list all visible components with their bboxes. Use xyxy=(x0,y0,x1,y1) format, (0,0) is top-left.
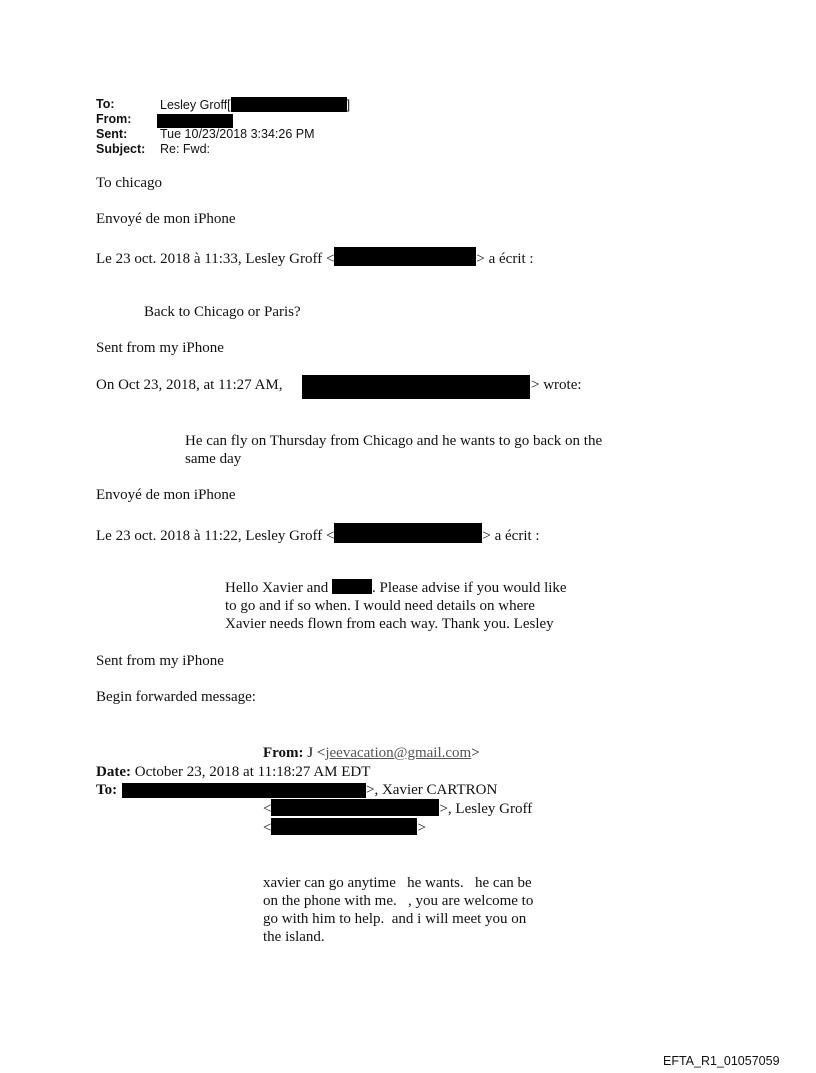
bracket: < xyxy=(263,801,272,817)
header-from-row xyxy=(96,112,131,127)
sent-value: Tue 10/23/2018 3:34:26 PM xyxy=(160,127,315,141)
from-label: From: xyxy=(263,745,304,761)
message-text: Xavier needs flown from each way. Thank you. Lesley xyxy=(225,616,554,632)
to-label: To: xyxy=(96,782,118,798)
redaction-bar xyxy=(302,375,530,399)
to-redaction xyxy=(122,782,366,800)
email-link[interactable]: jeevacation@gmail.com xyxy=(325,745,472,761)
quote-header xyxy=(96,247,534,268)
header-subject-row xyxy=(96,142,145,157)
from-label: From: xyxy=(96,112,132,126)
to-recipient: Lesley Groff[ xyxy=(160,98,231,112)
forwarded-date xyxy=(96,763,370,781)
to-line3 xyxy=(263,818,426,837)
message-text: He can fly on Thursday from Chicago and he wants to go back on the xyxy=(185,433,603,449)
signature: Sent from my iPhone xyxy=(96,653,224,669)
to-cartron: >, Xavier CARTRON xyxy=(366,782,498,798)
header-to-row xyxy=(96,97,115,112)
redaction-bar xyxy=(231,97,347,112)
redaction-bar xyxy=(157,114,233,128)
signature: Envoyé de mon iPhone xyxy=(96,487,236,503)
to-groff: >, Lesley Groff xyxy=(439,801,533,817)
forwarded-to xyxy=(96,781,117,799)
redaction-bar xyxy=(334,247,476,266)
forwarded-body-line: on the phone with me. , you are welcome to xyxy=(263,893,534,909)
quote-prefix: Le 23 oct. 2018 à 11:22, Lesley Groff < xyxy=(96,528,335,544)
subject-label: Subject: xyxy=(96,142,146,156)
quote-header xyxy=(96,376,283,394)
text-part: . Please advise if you would like xyxy=(372,580,567,596)
bracket: > xyxy=(417,820,426,836)
to-line2 xyxy=(263,799,532,818)
document-id: EFTA_R1_01057059 xyxy=(663,1054,780,1068)
forward-marker: Begin forwarded message: xyxy=(96,689,256,705)
to-bracket: ] xyxy=(346,98,351,112)
signature: Sent from my iPhone xyxy=(96,340,224,356)
bracket: > xyxy=(471,745,480,761)
forwarded-from xyxy=(263,744,480,762)
redaction-bar xyxy=(122,783,366,798)
forwarded-body-line: the island. xyxy=(263,929,325,945)
quote-suffix: > a écrit : xyxy=(482,528,540,544)
quote-suffix: > wrote: xyxy=(531,377,582,393)
bracket: < xyxy=(263,820,272,836)
quote-suffix: > a écrit : xyxy=(476,251,534,267)
forwarded-body-line: xavier can go anytime he wants. he can be xyxy=(263,875,532,891)
forwarded-body-line: go with him to help. and i will meet you on xyxy=(263,911,527,927)
message-text: same day xyxy=(185,451,242,467)
date-label: Date: xyxy=(96,764,131,780)
redaction-bar xyxy=(271,799,439,816)
from-name: J < xyxy=(307,745,326,761)
redaction-bar xyxy=(271,818,417,835)
quote-header xyxy=(96,523,540,545)
quote-prefix: Le 23 oct. 2018 à 11:33, Lesley Groff < xyxy=(96,251,335,267)
quote-prefix: On Oct 23, 2018, at 11:27 AM, xyxy=(96,377,283,393)
header-to-value xyxy=(160,97,350,113)
signature: Envoyé de mon iPhone xyxy=(96,211,236,227)
sent-label: Sent: xyxy=(96,127,128,141)
date-value: October 23, 2018 at 11:18:27 AM EDT xyxy=(134,764,371,780)
redaction-bar xyxy=(334,523,482,543)
message-text: to go and if so when. I would need details on where xyxy=(225,598,535,614)
message-text: To chicago xyxy=(96,175,163,191)
subject-value: Re: Fwd: xyxy=(160,142,211,156)
message-text: Back to Chicago or Paris? xyxy=(144,304,301,320)
quote-redaction xyxy=(302,375,530,401)
redaction-bar xyxy=(332,579,372,594)
to-label: To: xyxy=(96,97,115,111)
message-text xyxy=(225,579,567,597)
header-sent-row xyxy=(96,127,127,142)
text-part: Hello Xavier and xyxy=(225,580,329,596)
